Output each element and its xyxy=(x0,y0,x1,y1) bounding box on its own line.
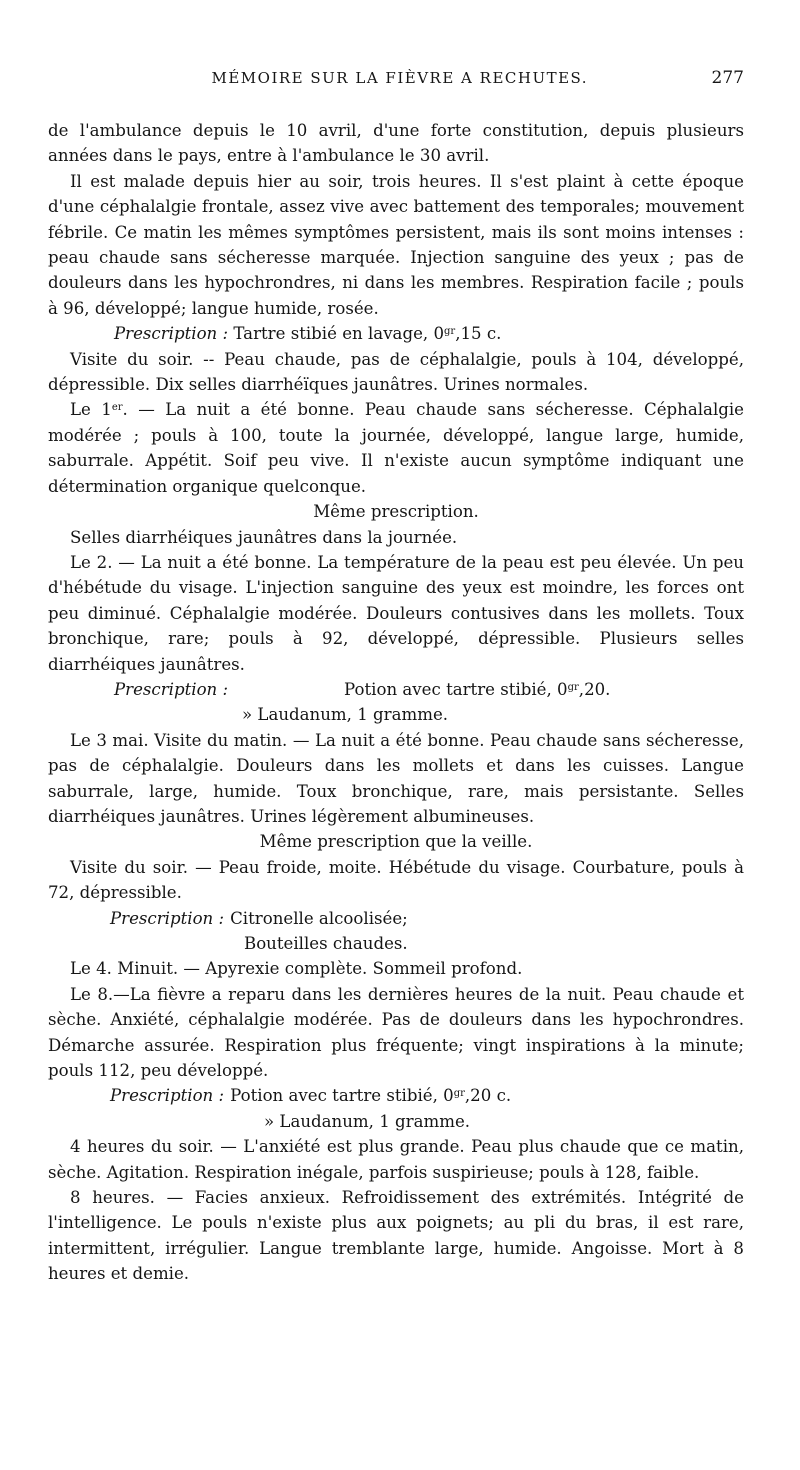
running-title: MÉMOIRE SUR LA FIÈVRE A RECHUTES. xyxy=(211,69,589,87)
paragraph-text: . — La nuit a été bonne. Peau chaude sans sécheresse. Céphalalgie modérée ; pouls à 100, toute la journée, développé, langue large, humide, saburrale. Appétit. Soif peu vive. Il n'existe aucun symptôme indiquant une détermination organique quelconque. xyxy=(48,400,744,496)
paragraph-2: Il est malade depuis hier au soir, trois heures. Il s'est plaint à cette époque d'une céphalalgie frontale, assez vive avec battement des temporales; mouvement fébrile. Ce matin les mêmes symptômes persistent, mais ils sont moins intenses : peau chaude sans sécheresse marquée. Injection sanguine des yeux ; pas de douleurs dans les hypochrondres, ni dans les membres. Respiration facile ; pouls à 96, développé; langue humide, rosée. xyxy=(48,171,744,318)
prescription-line-1: Potion avec tartre stibié, $0^{gr},20$. xyxy=(344,679,611,699)
prescription-line-1: Potion avec tartre stibié, $0^{gr},20$ c. xyxy=(230,1086,512,1106)
paragraph-9: Même prescription que la veille. xyxy=(259,832,533,852)
running-head xyxy=(48,68,744,88)
paragraph-1: de l'ambulance depuis le 10 avril, d'une forte constitution, depuis plusieurs années dans le pays, entre à l'ambulance le 30 avril. xyxy=(48,121,744,166)
ordinal-superscript: er xyxy=(111,402,123,414)
prescription-label: Prescription : xyxy=(110,1086,225,1106)
paragraph-10: Visite du soir. — Peau froide, moite. Hébétude du visage. Courbature, pouls à 72, dépressible. xyxy=(48,857,744,903)
paragraph-13: 4 heures du soir. — L'anxiété est plus grande. Peau plus chaude que ce matin, sèche. Agitation. Respiration inégale, parfois suspirieuse; pouls à 128, faible. xyxy=(48,1137,744,1182)
prescription-line-2: » Laudanum, 1 gramme. xyxy=(264,1111,471,1131)
prescription-label: Prescription : xyxy=(114,324,229,344)
paragraph-14: 8 heures. — Facies anxieux. Refroidissement des extrémités. Intégrité de l'intelligence. Le pouls n'existe plus aux poignets; au pli du bras, il est rare, intermittent, irrégulier. Langue tremblante large, humide. Angoisse. Mort à 8 heures et demie. xyxy=(48,1188,744,1284)
prescription-text: ,15 c. xyxy=(455,324,502,344)
prescription-line-1: Citronelle alcoolisée; xyxy=(230,908,408,928)
paragraph-3: Visite du soir. -- Peau chaude, pas de céphalalgie, pouls à 104, développé, dépressible. Dix selles diarrhéïques jaunâtres. Urines normales. xyxy=(48,349,744,395)
paragraph-11: Le 4. Minuit. — Apyrexie complète. Sommeil profond. xyxy=(70,959,523,979)
prescription-text: Tartre stibié en lavage, 0 xyxy=(233,324,445,344)
prescription-2 xyxy=(48,677,744,728)
prescription-3 xyxy=(48,906,744,957)
prescription-line-2: Bouteilles chaudes. xyxy=(244,934,408,953)
unit-superscript: gr xyxy=(444,326,456,338)
prescription-1 xyxy=(48,321,744,346)
prescription-4 xyxy=(48,1083,744,1134)
paragraph-4 xyxy=(48,397,744,499)
paragraph-5: Même prescription. xyxy=(313,502,479,522)
body-text xyxy=(48,118,744,1287)
page-number: 277 xyxy=(711,68,744,88)
paragraph-12: Le 8.—La fièvre a reparu dans les dernières heures de la nuit. Peau chaude et sèche. Anxiété, céphalalgie modérée. Pas de douleurs dans les hypochrondres. Démarche assurée. Respiration plus fréquente; vingt inspirations à la minute; pouls 112, peu développé. xyxy=(48,984,744,1081)
unit-superscript: gr xyxy=(567,681,579,693)
day-label: Le 1 xyxy=(70,400,112,420)
paragraph-8: Le 3 mai. Visite du matin. — La nuit a été bonne. Peau chaude sans sécheresse, pas de céphalalgie. Douleurs dans les mollets et dans les cuisses. Langue saburrale, large, humide. Toux bronchique, rare, mais persistante. Selles diarrhéiques jaunâtres. Urines légèrement albumineuses. xyxy=(48,730,744,826)
paragraph-7: Le 2. — La nuit a été bonne. La température de la peau est peu élevée. Un peu d'hébétude du visage. L'injection sanguine des yeux est moindre, les forces ont peu diminué. Céphalalgie modérée. Douleurs contusives dans les mollets. Toux bronchique, rare; pouls à 92, développé, dépressible. Plusieurs selles diarrhéiques jaunâtres. xyxy=(48,552,744,674)
prescription-label: Prescription : xyxy=(110,908,225,928)
prescription-label: Prescription : xyxy=(114,679,229,699)
unit-superscript: gr xyxy=(453,1088,465,1100)
paragraph-6: Selles diarrhéiques jaunâtres dans la journée. xyxy=(70,527,458,547)
prescription-line-2: » Laudanum, 1 gramme. xyxy=(242,705,449,725)
